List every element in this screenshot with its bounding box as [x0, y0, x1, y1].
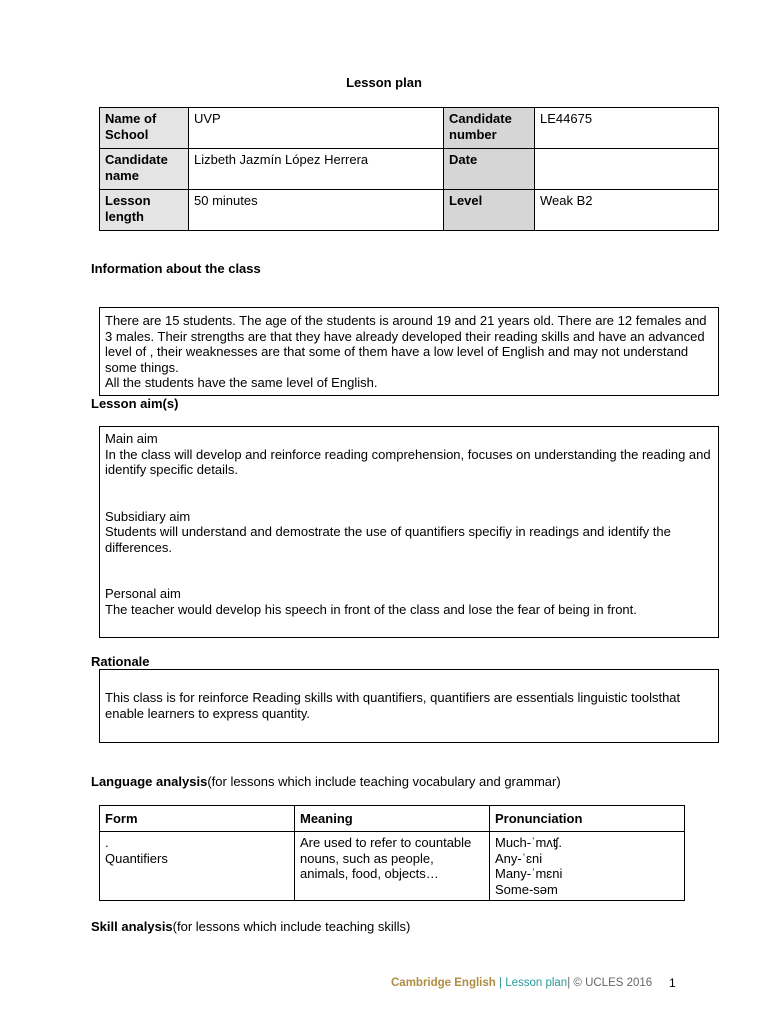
lesson-length-value: 50 minutes	[189, 190, 444, 231]
footer-copyright: | © UCLES 2016	[567, 977, 653, 989]
form-value: Quantifiers	[105, 850, 168, 866]
personal-aim-label: Personal aim	[105, 586, 181, 601]
lesson-aims-heading: Lesson aim(s)	[91, 396, 179, 411]
table-header-row	[100, 806, 685, 832]
pronunciation-cell	[490, 832, 685, 901]
skill-analysis-note: (for lessons which include teaching skills)	[172, 919, 411, 934]
form-dot: .	[105, 835, 109, 850]
candidate-name-label: Candidate name	[100, 149, 189, 190]
subsidiary-aim-label: Subsidiary aim	[105, 508, 191, 524]
column-header-form: Form	[100, 806, 295, 832]
skill-analysis-heading	[91, 919, 410, 935]
footer-separator: |	[495, 977, 506, 989]
pronunciation-item: Any-ˈɛni	[495, 850, 543, 866]
language-analysis-note: (for lessons which include teaching vocabulary and grammar)	[207, 774, 561, 789]
page-footer	[391, 976, 652, 992]
lesson-aims-box	[99, 426, 719, 638]
school-label: Name of School	[100, 108, 189, 149]
rationale-box	[99, 669, 719, 743]
pronunciation-item: Much-ˈmʌʧ.	[495, 835, 562, 850]
spacer	[105, 478, 713, 509]
skill-analysis-title: Skill analysis	[91, 919, 173, 934]
main-aim-text: In the class will develop and reinforce reading comprehension, focuses on understanding the reading and identify specific details.	[105, 446, 711, 477]
pronunciation-item: Some-səm	[495, 881, 558, 897]
school-value: UVP	[189, 108, 444, 149]
column-header-meaning: Meaning	[295, 806, 490, 832]
meaning-cell: Are used to refer to countable nouns, such as people, animals, food, objects…	[295, 832, 490, 901]
table-row	[100, 149, 719, 190]
candidate-name-value: Lizbeth Jazmín López Herrera	[189, 149, 444, 190]
class-info-text-2: All the students have the same level of English.	[105, 375, 378, 390]
class-info-heading: Information about the class	[91, 261, 261, 276]
class-info-text: There are 15 students. The age of the students is around 19 and 21 years old. There are 12 females and 3 males. Their strengths are that they have already developed their reading skills and have an advanced level of , their weaknesses are that some of them have a low level of English and may not understand some things.	[105, 313, 707, 375]
language-analysis-table	[99, 805, 685, 901]
candidate-number-value: LE44675	[535, 108, 719, 149]
subsidiary-aim-text: Students will understand and demostrate the use of quantifiers specifiy in readings and identify the differences.	[105, 524, 671, 555]
language-analysis-heading	[91, 774, 561, 790]
rationale-text: This class is for reinforce Reading skills with quantifiers, quantifiers are essentials linguistic toolsthat enable learners to express quantity.	[105, 690, 681, 721]
table-row	[100, 108, 719, 149]
page-number: 1	[669, 976, 676, 990]
spacer	[105, 555, 713, 586]
class-info-box	[99, 307, 719, 396]
date-label: Date	[444, 149, 535, 190]
table-row	[100, 832, 685, 901]
page-title: Lesson plan	[346, 75, 422, 90]
main-aim-label: Main aim	[105, 431, 158, 446]
candidate-info-table	[99, 107, 719, 231]
candidate-number-label: Candidate number	[444, 108, 535, 149]
rationale-heading: Rationale	[91, 654, 150, 669]
language-analysis-title: Language analysis	[91, 774, 208, 789]
pronunciation-item: Many-ˈmɛni	[495, 866, 563, 881]
level-value: Weak B2	[535, 190, 719, 231]
footer-doc-name: Lesson plan	[505, 977, 568, 989]
form-cell	[100, 832, 295, 901]
footer-brand: Cambridge English	[391, 977, 496, 989]
personal-aim-text: The teacher would develop his speech in front of the class and lose the fear of being in front.	[105, 601, 637, 617]
column-header-pronunciation: Pronunciation	[490, 806, 685, 832]
table-row	[100, 190, 719, 231]
date-value	[535, 149, 719, 190]
lesson-length-label: Lesson length	[100, 190, 189, 231]
level-label: Level	[444, 190, 535, 231]
